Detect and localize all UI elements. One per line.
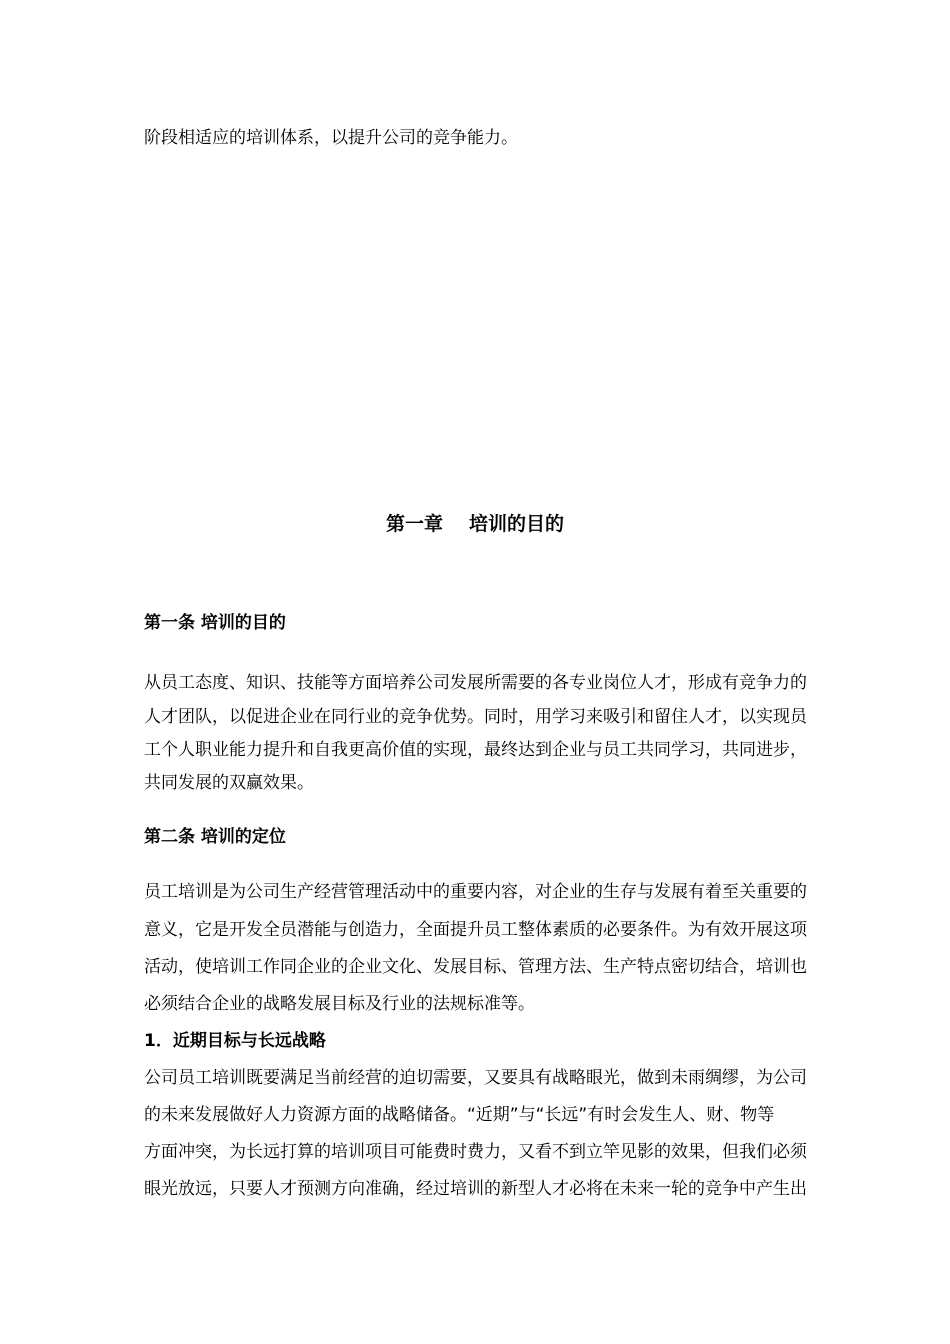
subsection-line: 眼光放远，只要人才预测方向准确，经过培训的新型人才必将在未来一轮的竞争中产生出 [144, 1179, 807, 1199]
subsection-heading: 1．近期目标与长远战略 [144, 1031, 326, 1051]
chapter-heading [0, 513, 950, 535]
article-1-line: 人才团队，以促进企业在同行业的竞争优势。同时，用学习来吸引和留住人才，以实现员 [144, 707, 807, 727]
article-1-heading: 第一条 培训的目的 [144, 613, 286, 633]
subsection-line: 公司员工培训既要满足当前经营的迫切需要，又要具有战略眼光，做到未雨绸缪，为公司 [144, 1068, 807, 1088]
article-2-line: 员工培训是为公司生产经营管理活动中的重要内容，对企业的生存与发展有着至关重要的 [144, 882, 807, 902]
article-1-line: 从员工态度、知识、技能等方面培养公司发展所需要的各专业岗位人才，形成有竞争力的 [144, 673, 807, 693]
article-2-line: 必须结合企业的战略发展目标及行业的法规标准等。 [144, 994, 535, 1014]
article-2-line: 意义，它是开发全员潜能与创造力，全面提升员工整体素质的必要条件。为有效开展这项 [144, 920, 807, 940]
article-1-line: 工个人职业能力提升和自我更高价值的实现，最终达到企业与员工共同学习，共同进步， [144, 740, 807, 760]
chapter-number: 第一章 [385, 513, 443, 535]
article-2-line: 活动，使培训工作同企业的企业文化、发展目标、管理方法、生产特点密切结合，培训也 [144, 957, 807, 977]
subsection-line: 方面冲突，为长远打算的培训项目可能费时费力，又看不到立竿见影的效果，但我们必须 [144, 1142, 807, 1162]
intro-paragraph-tail: 阶段相适应的培训体系，以提升公司的竞争能力。 [144, 128, 518, 148]
subsection-line: 的未来发展做好人力资源方面的战略储备。“近期”与“长远”有时会发生人、财、物等 [144, 1105, 775, 1125]
chapter-title: 培训的目的 [469, 513, 565, 535]
article-2-heading: 第二条 培训的定位 [144, 827, 286, 847]
article-1-line: 共同发展的双赢效果。 [144, 773, 314, 793]
